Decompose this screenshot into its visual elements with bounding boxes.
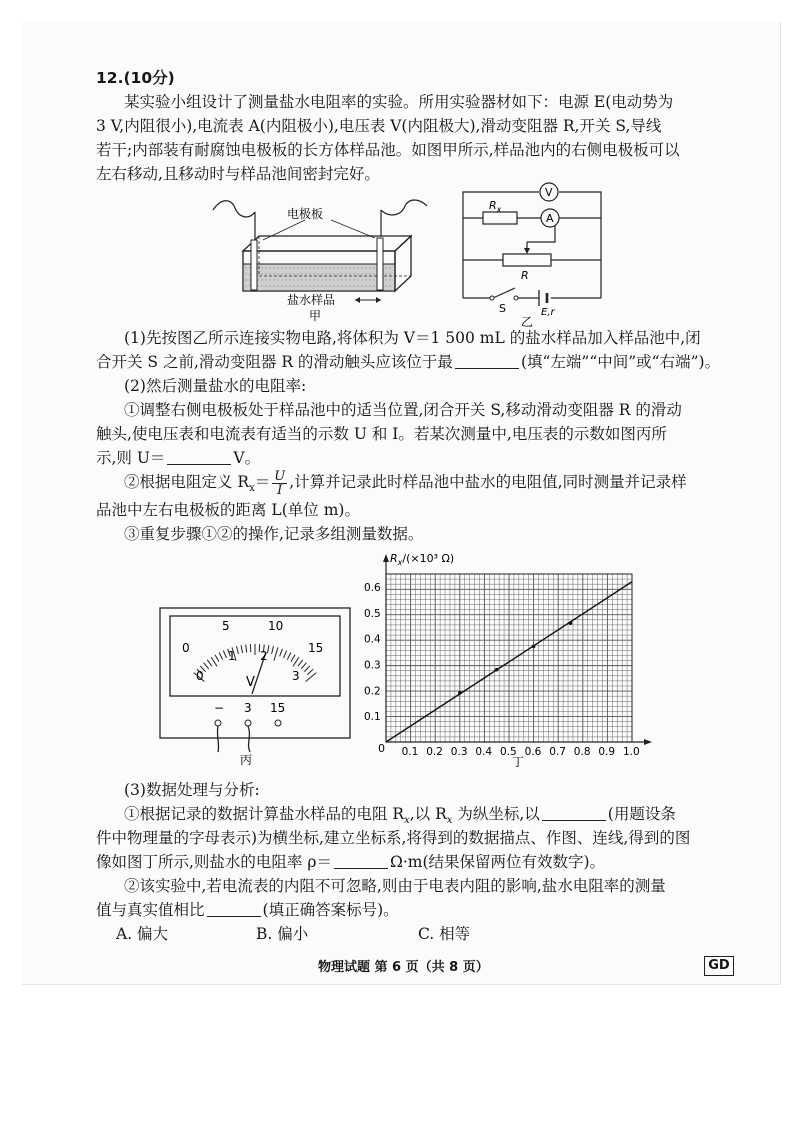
- x-tick-label: 0.6: [524, 746, 542, 758]
- figure-jia-caption: 甲: [309, 309, 322, 323]
- origin-label: 0: [378, 742, 385, 755]
- intro-line-4: 左右移动,且移动时与样品池间密封完好。: [96, 165, 380, 183]
- y-tick-label: 0.6: [364, 581, 381, 594]
- data-point: [569, 621, 573, 625]
- resistance-fraction: $\frac{U}{I}$: [274, 468, 286, 498]
- outer-scale-5: 5: [222, 619, 230, 633]
- figure-bing-voltmeter: [156, 606, 356, 766]
- figure-ding-caption: 丁: [512, 755, 525, 769]
- brand-badge: GD: [704, 956, 734, 976]
- data-point: [458, 691, 462, 695]
- y-tick-label: 0.4: [364, 633, 381, 646]
- inner-scale-2: 2: [260, 649, 268, 663]
- answer-blank-3[interactable]: [542, 806, 606, 821]
- step1-line-1: ①调整右侧电极板处于样品池中的适当位置,闭合开关 S,移动滑动变阻器 R 的滑动: [124, 401, 682, 419]
- part3-q1-line-3: 像如图丁所示,则盐水的电阻率 ρ＝ Ω·m(结果保留两位有效数字)。: [96, 853, 606, 871]
- x-tick-label: 0.4: [475, 746, 493, 758]
- intro-line-3: 若干;内部装有耐腐蚀电极板的长方体样品池。如图甲所示,样品池内的右侧电极板可以: [96, 141, 680, 159]
- part2-title: (2)然后测量盐水的电阻率:: [124, 377, 307, 395]
- y-tick-label: 0.3: [364, 659, 381, 672]
- y-tick-label: 0.5: [364, 607, 381, 620]
- sample-label: 盐水样品: [287, 293, 336, 307]
- figure-yi-caption: 乙: [521, 315, 534, 328]
- step2-line-2: 品池中左右电极板的距离 L(单位 m)。: [96, 501, 360, 519]
- step1-line-3: 示,则 U＝ V。: [96, 449, 261, 467]
- source-label: E,r: [541, 307, 555, 318]
- data-point: [532, 645, 536, 649]
- step3-line: ③重复步骤①②的操作,记录多组测量数据。: [124, 525, 424, 543]
- page-footer: 物理试题 第 6 页（共 8 页）: [318, 960, 489, 975]
- rx-label: $R_x$: [489, 199, 502, 214]
- inner-scale-1: 1: [228, 649, 236, 663]
- intro-line-2: 3 V,内阻很小),电流表 A(内阻极小),电压表 V(内阻极大),滑动变阻器 R,开关 S,导线: [96, 117, 662, 135]
- y-tick-label: 0.1: [364, 711, 381, 724]
- part3-title: (3)数据处理与分析:: [124, 781, 260, 799]
- x-tick-label: 0.1: [401, 746, 419, 758]
- outer-scale-10: 10: [268, 619, 284, 633]
- answer-blank-1[interactable]: [455, 354, 519, 369]
- figure-yi-circuit: [455, 178, 615, 328]
- x-tick-label: 0.5: [500, 746, 517, 758]
- rheostat-label: R: [521, 269, 529, 282]
- dial-unit: V: [246, 675, 255, 690]
- data-point: [495, 668, 499, 672]
- outer-scale-15: 15: [308, 641, 324, 655]
- inner-scale-3: 3: [292, 669, 300, 683]
- ammeter-symbol: A: [546, 212, 554, 225]
- option-c[interactable]: C. 相等: [418, 925, 471, 943]
- answer-blank-2[interactable]: [167, 450, 231, 465]
- option-a[interactable]: A. 偏大: [116, 925, 169, 943]
- intro-line-1: 某实验小组设计了测量盐水电阻率的实验。所用实验器材如下：电源 E(电动势为: [124, 93, 674, 111]
- x-tick-label: 0.8: [573, 746, 591, 758]
- figure-bing-caption: 丙: [240, 753, 253, 766]
- part3-q1-line-1: ①根据记录的数据计算盐水样品的电阻 $R_x$,以 $R_x$ 为纵坐标,以 (用题设条: [124, 805, 676, 827]
- part3-q2-line-2: 值与真实值相比 (填正确答案标号)。: [96, 901, 399, 919]
- step1-line-2: 触头,使电压表和电流表有适当的示数 U 和 I。若某次测量中,电压表的示数如图丙所: [96, 425, 667, 443]
- voltmeter-symbol: V: [545, 186, 553, 199]
- chart-grid-major: [386, 574, 632, 742]
- answer-blank-5[interactable]: [207, 902, 261, 917]
- x-tick-label: 0.7: [549, 746, 566, 758]
- question-number: 12.(10分): [96, 69, 175, 87]
- y-axis-label: $R_x/(\times 10^3$ Ω): [390, 552, 455, 567]
- part1-line-2: 合开关 S 之前,滑动变阻器 R 的滑动触头应该位于最 (填“左端”“中间”或“右端”)。: [96, 353, 721, 371]
- electrode-label: 电极板: [287, 207, 324, 221]
- y-tick-label: 0.2: [364, 685, 381, 698]
- option-b[interactable]: B. 偏小: [256, 925, 309, 943]
- part1-line-1: (1)先按图乙所示连接实物电路,将体积为 V＝1 500 mL 的盐水样品加入样品池中,闭: [124, 329, 701, 347]
- terminal-15: 15: [270, 701, 286, 715]
- x-tick-label: 1.0: [623, 746, 640, 758]
- answer-blank-4[interactable]: [334, 854, 388, 869]
- part3-q1-line-2: 件中物理量的字母表示)为横坐标,建立坐标系,将得到的数据描点、作图、连线,得到的图: [96, 829, 691, 847]
- figure-ding-chart: [360, 546, 670, 770]
- chart-tick-labels: [364, 582, 640, 758]
- x-tick-label: 0.3: [450, 746, 468, 758]
- outer-scale-0: 0: [182, 641, 190, 655]
- x-tick-label: 0.9: [598, 746, 616, 758]
- x-tick-label: 0.2: [426, 746, 443, 758]
- step2-line-1: ②根据电阻定义 $R_x=$ $\frac{U}{I}$ ,计算并记录此时样品池中盐水的电阻值,同时测量并记录样: [124, 468, 687, 498]
- terminal-3: 3: [244, 701, 252, 715]
- switch-label: S: [499, 302, 506, 315]
- figure-jia-sample-tank: [205, 196, 435, 326]
- inner-scale-0: 0: [196, 669, 204, 683]
- terminal-minus: −: [214, 701, 225, 715]
- part3-q2-line-1: ②该实验中,若电流表的内阻不可忽略,则由于电表内阻的影响,盐水电阻率的测量: [124, 877, 666, 895]
